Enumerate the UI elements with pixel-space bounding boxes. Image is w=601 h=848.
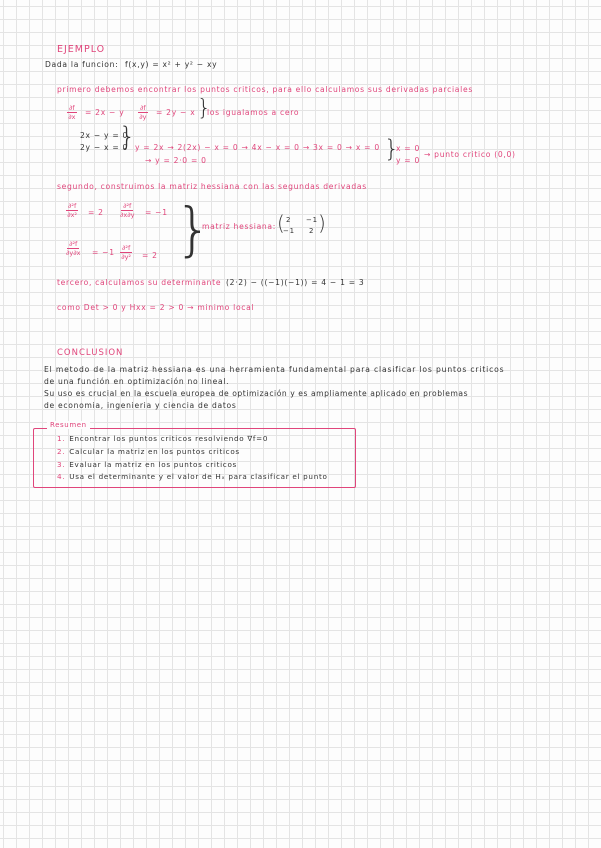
curly-brace-icon: } (197, 96, 211, 121)
summary-item (57, 447, 240, 456)
classification-line: como Det > 0 y Hxx = 2 > 0 → minimo local (57, 303, 255, 312)
curly-brace-icon: } (384, 135, 400, 163)
fraction-denominator: ∂y² (121, 253, 132, 261)
matrix-cell: 2 (309, 227, 315, 235)
fraction-denominator: ∂y∂x (66, 249, 81, 257)
solution-chain: y = 2x → 2(2x) − x = 0 → 4x − x = 0 → 3x = 0 → x = 0 (135, 143, 380, 152)
fraction-numerator: ∂f (140, 104, 146, 112)
curly-brace-icon: } (175, 195, 212, 263)
conclusion-line: Su uso es crucial en la escuela europea de optimización y es ampliamente aplicado en problemas (44, 389, 469, 398)
summary-item (57, 460, 237, 469)
fraction-fyx (66, 240, 80, 257)
summary-item-text: Evaluar la matriz en los puntos criticos (69, 460, 237, 469)
equation-2: 2y − x = 0 (80, 143, 129, 152)
summary-item-text: Calcular la matriz en los puntos criticos (69, 447, 240, 456)
summary-item (57, 472, 328, 481)
summary-item-text: Usa el determinante y el valor de Hₓ para clasificar el punto (69, 472, 328, 481)
summary-item-number: 1. (57, 434, 66, 443)
step1-text: primero debemos encontrar los puntos criticos, para ello calculamos sus derivadas parciales (57, 85, 473, 94)
fraction-denominator: ∂x (68, 113, 76, 121)
fraction-numerator: ∂²f (122, 244, 131, 252)
fraction-fxy (120, 202, 134, 219)
fx-expression: = 2x − y (85, 108, 125, 117)
summary-item-text: Encontrar los puntos criticos resolviendo ∇f=0 (69, 434, 269, 443)
equation-1: 2x − y = 0 (80, 131, 129, 140)
fyy-value: = 2 (142, 251, 158, 260)
matrix-cell: 2 (286, 216, 292, 224)
fraction-denominator: ∂y (139, 113, 147, 121)
conclusion-line: de economia, ingenieria y ciencia de datos (44, 401, 237, 410)
fyx-value: = −1 (92, 248, 115, 257)
step3-text: tercero, calculamos su determinante (57, 278, 222, 287)
solution-x: x = 0 (396, 144, 421, 153)
fraction-denominator: ∂x∂y (120, 211, 135, 219)
summary-item-number: 4. (57, 472, 66, 481)
summary-label: Resumen (47, 421, 90, 429)
solution-chain-y: → y = 2·0 = 0 (145, 156, 207, 165)
summary-item-number: 3. (57, 460, 66, 469)
summary-item-number: 2. (57, 447, 66, 456)
curly-brace-icon: } (119, 122, 136, 152)
fraction-numerator: ∂²f (69, 240, 78, 248)
function-expression: f(x,y) = x² + y² − xy (125, 60, 218, 69)
fraction-df-dy (138, 104, 148, 121)
conclusion-line: El metodo de la matriz hessiana es una herramienta fundamental para clasificar los puntos criticos (44, 365, 505, 374)
fxy-value: = −1 (145, 208, 168, 217)
fraction-numerator: ∂²f (123, 202, 132, 210)
section-title-conclusion: CONCLUSION (57, 348, 124, 358)
critical-point-result: → punto critico (0,0) (424, 150, 516, 159)
matrix-cell: −1 (306, 216, 318, 224)
fraction-fyy (120, 244, 132, 261)
fy-expression: = 2y − x (156, 108, 196, 117)
determinant-calc: (2·2) − ((−1)(−1)) = 4 − 1 = 3 (226, 278, 365, 287)
fxx-value: = 2 (88, 208, 104, 217)
fraction-numerator: ∂f (69, 104, 75, 112)
solution-y: y = 0 (396, 156, 421, 165)
equal-zero-text: los igualamos a cero (207, 108, 300, 117)
fraction-denominator: ∂x² (67, 211, 78, 219)
conclusion-line: de una función en optimización no lineal. (44, 377, 230, 386)
intro-text: Dada la funcion: (45, 60, 119, 69)
hessian-label: matriz hessiana: (202, 222, 277, 231)
right-paren-icon: ) (318, 211, 326, 235)
step2-text: segundo, construimos la matriz hessiana con las segundas derivadas (57, 182, 367, 191)
section-title-ejemplo: EJEMPLO (57, 44, 106, 55)
left-paren-icon: ( (277, 211, 285, 235)
fraction-df-dx (67, 104, 77, 121)
summary-item (57, 434, 268, 443)
matrix-cell: −1 (283, 227, 295, 235)
fraction-fxx (66, 202, 78, 219)
fraction-numerator: ∂²f (68, 202, 77, 210)
